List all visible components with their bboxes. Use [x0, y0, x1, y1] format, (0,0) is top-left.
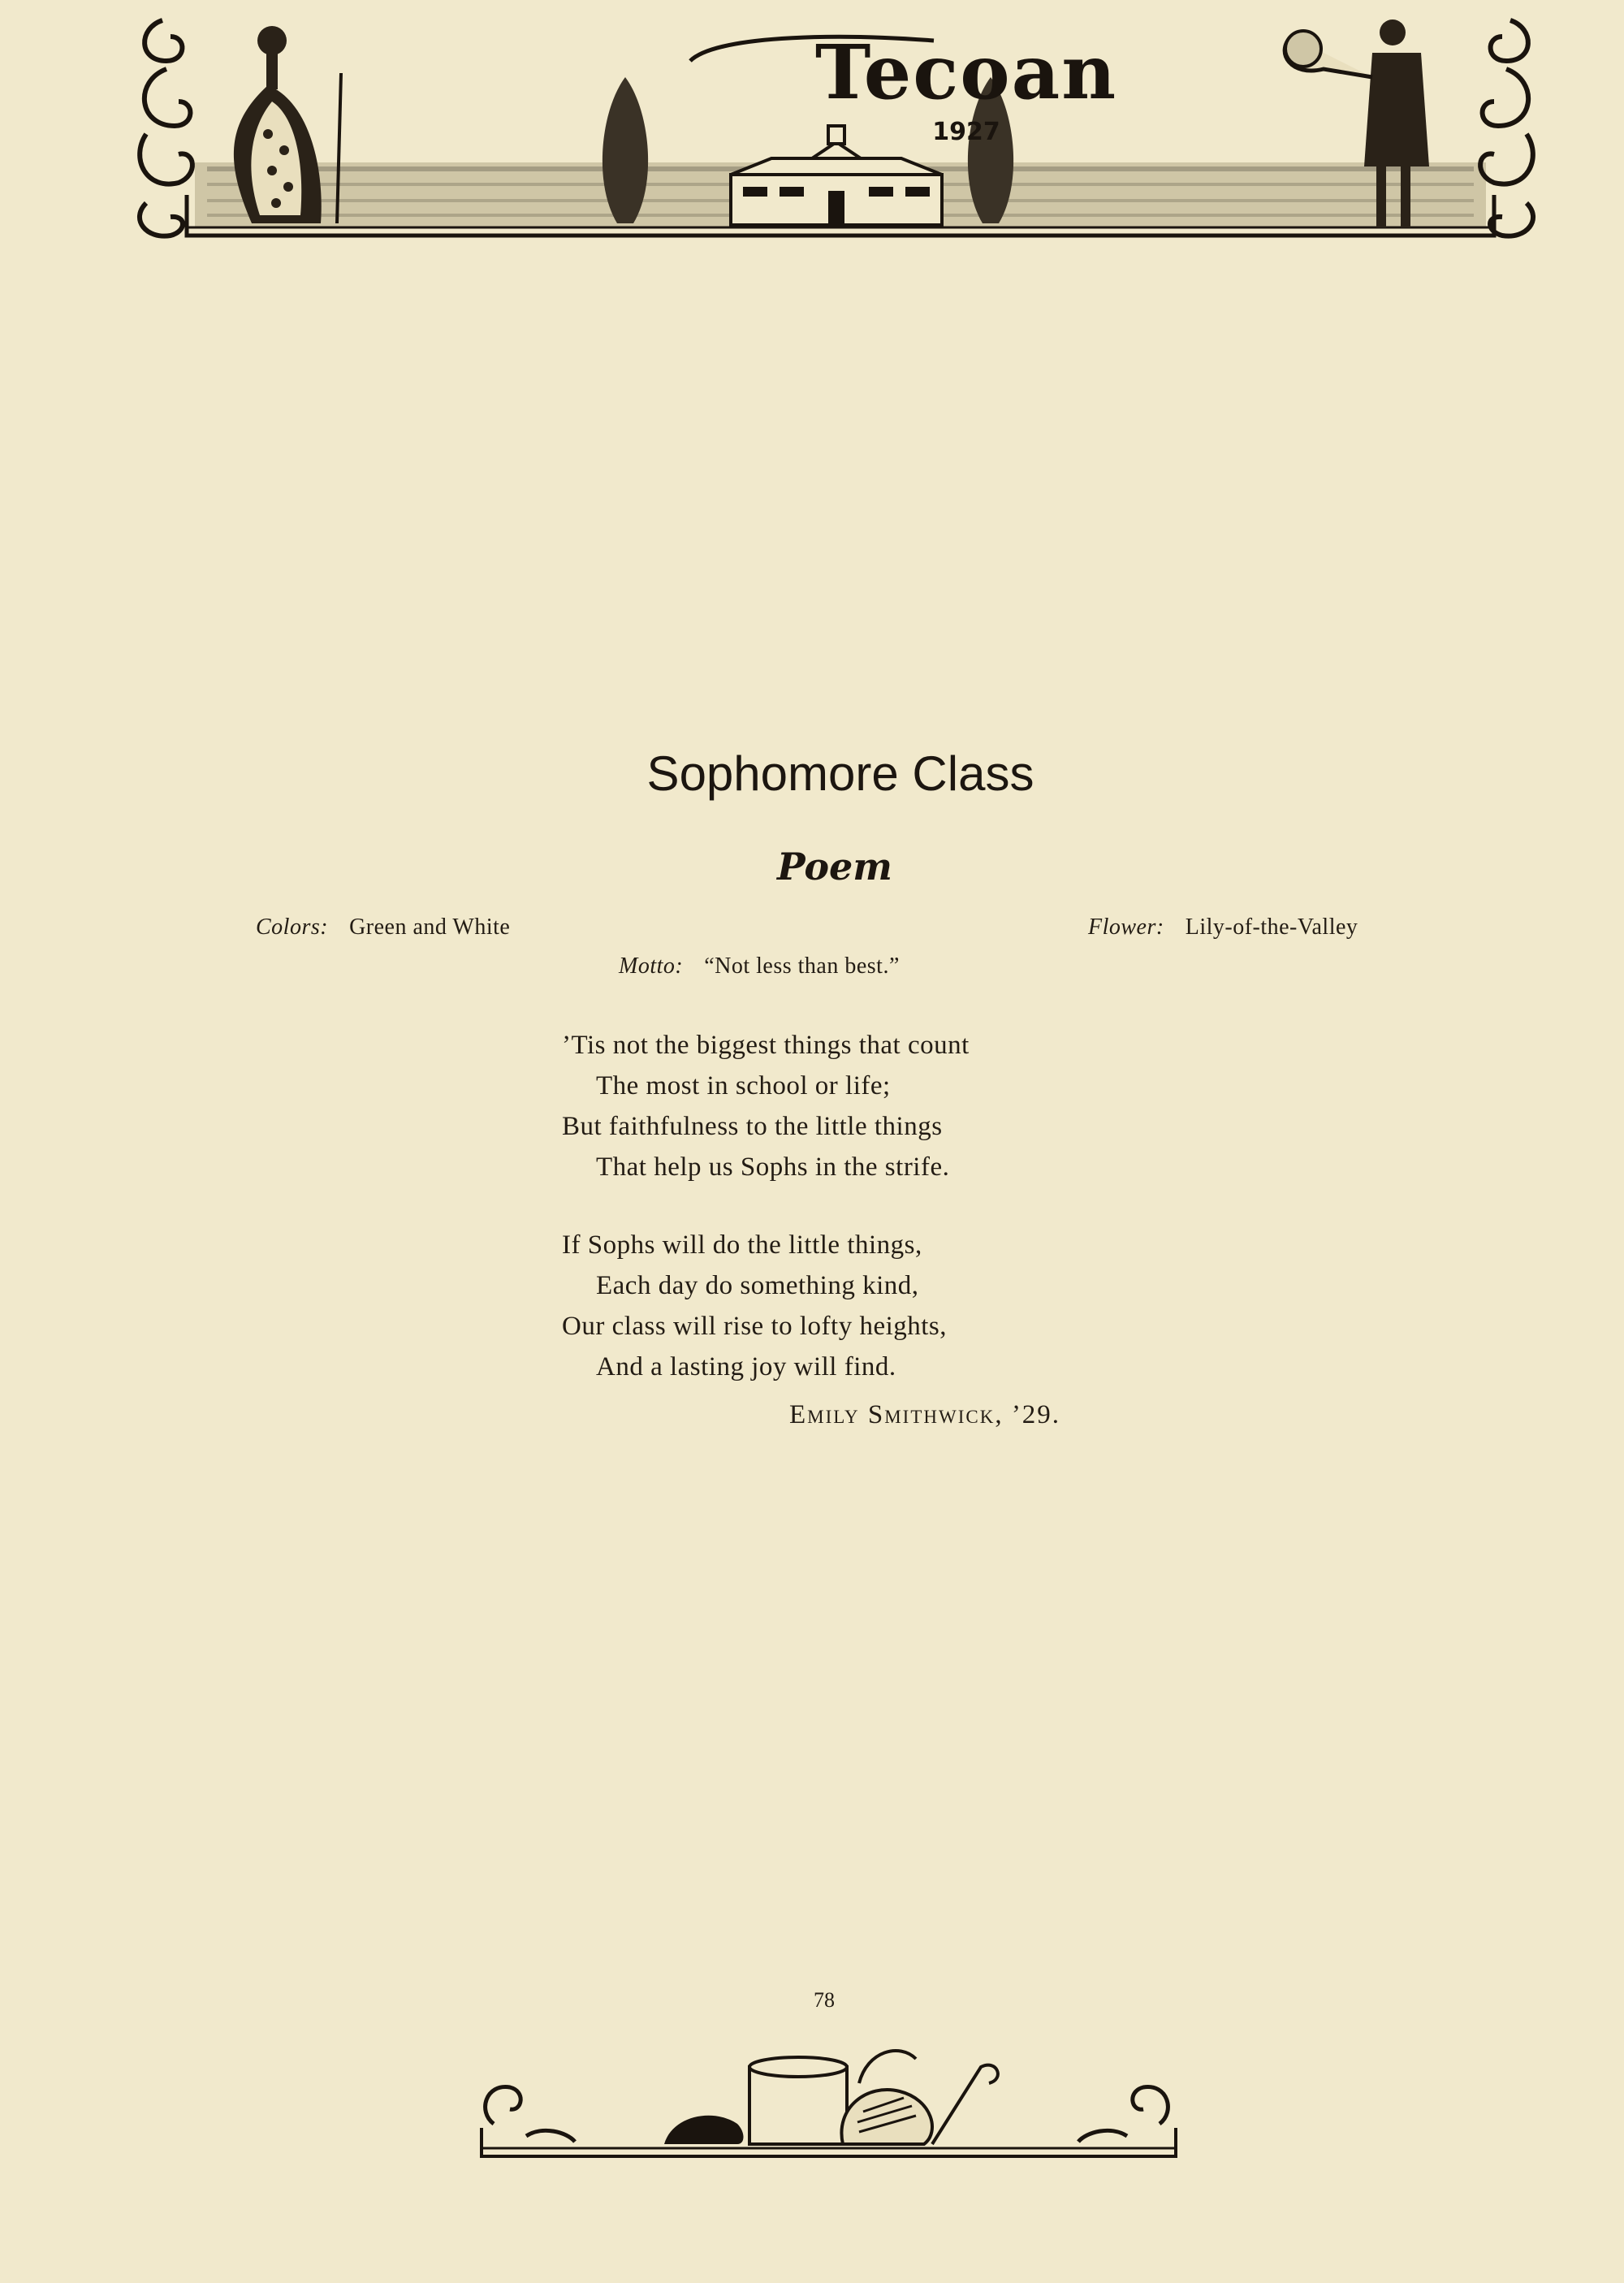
poem-stanza-2 [562, 1225, 970, 1387]
footer-ornament [477, 2034, 1179, 2164]
poem-line: That help us Sophs in the strife. [596, 1152, 950, 1182]
motto-label: Motto: [619, 953, 684, 979]
poem-line: Each day do something kind, [596, 1271, 919, 1300]
header-banner [130, 4, 1543, 240]
colors-value: Green and White [349, 914, 511, 940]
poem-line: The most in school or life; [596, 1071, 891, 1100]
poem-line: If Sophs will do the little things, [562, 1230, 922, 1260]
page-number: 78 [814, 1988, 835, 2012]
poem [562, 1025, 970, 1425]
flower-value: Lily-of-the-Valley [1185, 914, 1358, 940]
poem-line: But faithfulness to the little things [562, 1112, 943, 1141]
class-flower [1088, 914, 1358, 940]
flower-label: Flower: [1088, 914, 1164, 940]
page-subtitle: Poem [777, 845, 892, 889]
class-motto [619, 953, 900, 979]
motto-value: “Not less than best.” [704, 953, 900, 979]
poem-line: And a lasting joy will find. [596, 1352, 896, 1381]
yearbook-title: Tecoan [814, 28, 1118, 116]
poem-stanza-1 [562, 1025, 970, 1187]
colors-label: Colors: [256, 914, 329, 940]
yearbook-year: 1927 [932, 118, 1000, 146]
page-title: Sophomore Class [646, 746, 1034, 801]
poem-line: Our class will rise to lofty heights, [562, 1312, 948, 1341]
poem-author: Emily Smithwick, ’29. [789, 1400, 1061, 1429]
class-colors [256, 914, 510, 940]
poem-line: ’Tis not the biggest things that count [562, 1031, 970, 1060]
